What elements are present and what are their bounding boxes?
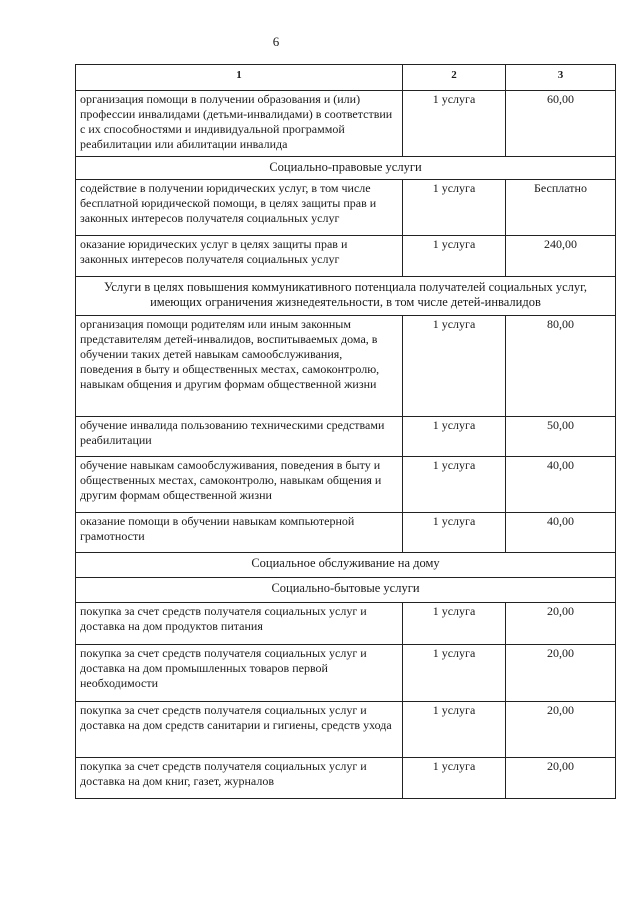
price-cell: 20,00 <box>506 645 616 702</box>
unit-cell: 1 услуга <box>403 316 506 417</box>
table-row <box>76 702 616 758</box>
table-row <box>76 91 616 157</box>
table-row <box>76 645 616 702</box>
unit-cell: 1 услуга <box>403 513 506 553</box>
service-name-cell: покупка за счет средств получателя социальных услуг и доставка на дом продуктов питания <box>76 603 403 645</box>
price-cell: 20,00 <box>506 702 616 758</box>
table-row <box>76 603 616 645</box>
price-cell: 40,00 <box>506 457 616 513</box>
service-name-cell: организация помощи в получении образования и (или) профессии инвалидами (детьми-инвалидами) в соответствии с их способностями и индивидуальной программой реабилитации или абилитации инвалида <box>76 91 403 157</box>
section-title: Социально-бытовые услуги <box>76 578 616 603</box>
section-header-row <box>76 553 616 578</box>
section-header-row <box>76 277 616 316</box>
unit-cell: 1 услуга <box>403 457 506 513</box>
service-name-cell: обучение инвалида пользованию техническими средствами реабилитации <box>76 417 403 457</box>
unit-cell: 1 услуга <box>403 702 506 758</box>
unit-cell: 1 услуга <box>403 91 506 157</box>
unit-cell: 1 услуга <box>403 180 506 236</box>
price-cell: Бесплатно <box>506 180 616 236</box>
service-name-cell: оказание юридических услуг в целях защиты прав и законных интересов получателя социальных услуг <box>76 236 403 277</box>
unit-cell: 1 услуга <box>403 758 506 799</box>
table-row <box>76 457 616 513</box>
column-header-1: 1 <box>76 65 403 91</box>
section-title: Социальное обслуживание на дому <box>76 553 616 578</box>
unit-cell: 1 услуга <box>403 645 506 702</box>
price-cell: 50,00 <box>506 417 616 457</box>
service-name-cell: покупка за счет средств получателя социальных услуг и доставка на дом книг, газет, журналов <box>76 758 403 799</box>
service-name-cell: содействие в получении юридических услуг, в том числе бесплатной юридической помощи, в целях защиты прав и законных интересов получателя социальных услуг <box>76 180 403 236</box>
price-cell: 240,00 <box>506 236 616 277</box>
section-title: Услуги в целях повышения коммуникативного потенциала получателей социальных услуг, имеющих ограничения жизнедеятельности, в том числе детей-инвалидов <box>76 277 616 316</box>
service-name-cell: покупка за счет средств получателя социальных услуг и доставка на дом промышленных товаров первой необходимости <box>76 645 403 702</box>
table-row <box>76 417 616 457</box>
services-table <box>75 64 616 799</box>
page-number: 6 <box>272 34 280 49</box>
service-name-cell: оказание помощи в обучении навыкам компьютерной грамотности <box>76 513 403 553</box>
table-row <box>76 316 616 417</box>
price-cell: 80,00 <box>506 316 616 417</box>
unit-cell: 1 услуга <box>403 603 506 645</box>
price-cell: 20,00 <box>506 603 616 645</box>
table-row <box>76 758 616 799</box>
price-cell: 20,00 <box>506 758 616 799</box>
table-header-row <box>76 65 616 91</box>
column-header-2: 2 <box>403 65 506 91</box>
table-row <box>76 513 616 553</box>
unit-cell: 1 услуга <box>403 236 506 277</box>
table-row <box>76 236 616 277</box>
service-name-cell: покупка за счет средств получателя социальных услуг и доставка на дом средств санитарии и гигиены, средств ухода <box>76 702 403 758</box>
section-header-row <box>76 157 616 180</box>
price-cell: 60,00 <box>506 91 616 157</box>
table-row <box>76 180 616 236</box>
price-cell: 40,00 <box>506 513 616 553</box>
section-header-row <box>76 578 616 603</box>
column-header-3: 3 <box>506 65 616 91</box>
unit-cell: 1 услуга <box>403 417 506 457</box>
service-name-cell: обучение навыкам самообслуживания, поведения в быту и общественных местах, самоконтролю, навыкам общения и другим формам общественной жизни <box>76 457 403 513</box>
service-name-cell: организация помощи родителям или иным законным представителям детей-инвалидов, воспитываемых дома, в обучении таких детей навыкам самообслуживания, поведения в быту и общественных местах, самоконтролю, навыкам общения и другим формам общественной жизни <box>76 316 403 417</box>
section-title: Социально-правовые услуги <box>76 157 616 180</box>
